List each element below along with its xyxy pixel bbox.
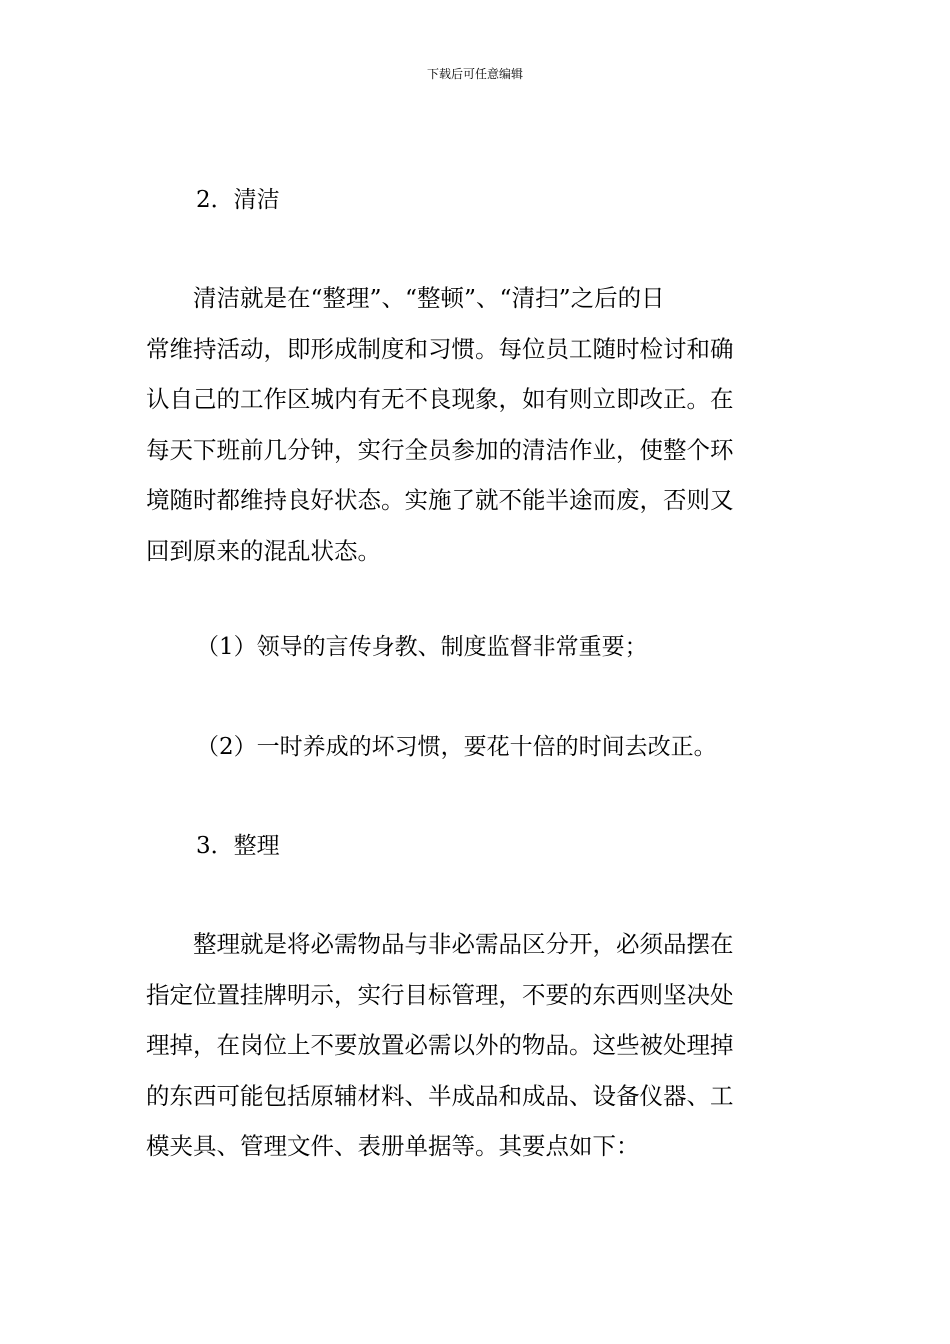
paragraph-line: 清洁就是在“整理”、“整顿”、“清扫”之后的日 xyxy=(146,284,665,312)
section-2-paragraph xyxy=(146,273,810,576)
page-header: 下载后可任意编辑 xyxy=(426,67,523,81)
paragraph-line: 境随时都维持良好状态。实施了就不能半途而废，否则又 xyxy=(146,486,734,514)
list-item: （2）一时养成的坏习惯，要花十倍的时间去改正。 xyxy=(196,734,717,760)
section-3-paragraph xyxy=(146,919,810,1172)
paragraph-line: 每天下班前几分钟，实行全员参加的清洁作业，使整个环 xyxy=(146,435,734,464)
paragraph-line: 理掉，在岗位上不要放置必需以外的物品。这些被处理掉 xyxy=(146,1031,734,1059)
paragraph-line: 的东西可能包括原辅材料、半成品和成品、设备仪器、工 xyxy=(146,1081,734,1110)
paragraph-line: 认自己的工作区城内有无不良现象，如有则立即改正。在 xyxy=(146,385,734,413)
paragraph-line: 常维持活动，即形成制度和习惯。每位员工随时检讨和确 xyxy=(146,334,734,363)
paragraph-line: 模夹具、管理文件、表册单据等。其要点如下： xyxy=(146,1132,640,1160)
section-3-heading: 3．整理 xyxy=(196,833,280,859)
paragraph-line: 回到原来的混乱状态。 xyxy=(146,536,381,565)
section-2-heading: 2．清洁 xyxy=(196,187,280,213)
paragraph-line: 整理就是将必需物品与非必需品区分开，必须品摆在 xyxy=(146,930,734,958)
list-item: （1）领导的言传身教、制度监督非常重要； xyxy=(196,634,648,660)
paragraph-line: 指定位置挂牌明示，实行目标管理，不要的东西则坚决处 xyxy=(146,980,734,1009)
